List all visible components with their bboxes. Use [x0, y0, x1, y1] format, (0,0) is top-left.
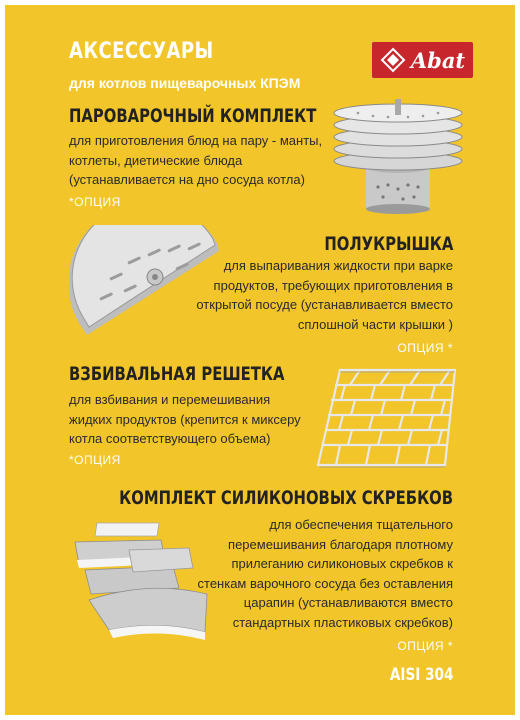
- section-heading-half-lid: ПОЛУКРЫШКА: [324, 233, 453, 255]
- description-line: открытой посуде (устанавливается вместо: [196, 297, 453, 312]
- description-line: котла соответствующего объема): [69, 431, 271, 446]
- logo-text: Abat: [410, 47, 466, 73]
- page-subtitle: для котлов пищеварочных КПЭМ: [69, 75, 301, 91]
- description-line: (устанавливается на дно сосуда котла): [69, 172, 305, 187]
- description-line: для выпаривания жидкости при варке: [223, 258, 453, 273]
- abat-logo: [372, 42, 473, 78]
- section-description-scrapers: [198, 515, 453, 632]
- description-line: прилеганию силиконовых скребков к: [231, 556, 453, 571]
- description-line: перемешивания благодаря плотному: [228, 536, 453, 552]
- option-label-scrapers: ОПЦИЯ *: [397, 639, 453, 653]
- section-heading-scrapers: КОМПЛЕКТ СИЛИКОНОВЫХ СКРЕБКОВ: [119, 487, 453, 509]
- abat-emblem-icon: [380, 47, 406, 73]
- silicone-scrapers-image: [69, 520, 219, 645]
- description-line: стандартных пластиковых скребков): [232, 614, 453, 630]
- option-label-half-lid: ОПЦИЯ *: [397, 341, 453, 355]
- option-label-steamer: *ОПЦИЯ: [69, 195, 121, 209]
- description-line: для приготовления блюд на пару - манты,: [69, 133, 323, 148]
- brochure-page: [5, 5, 515, 715]
- section-heading-whipping-grid: ВЗБИВАЛЬНАЯ РЕШЕТКА: [69, 363, 285, 385]
- material-label: AISI 304: [389, 665, 453, 685]
- description-line: для взбивания и перемешивания: [69, 392, 271, 407]
- page-title: АКСЕССУАРЫ: [69, 39, 214, 64]
- description-line: продуктов, требующих приготовления в: [213, 277, 453, 293]
- description-line: стенкам варочного сосуда без оставления: [197, 575, 453, 591]
- description-line: котлеты, диетические блюда: [69, 152, 243, 168]
- description-line: для обеспечения тщательного: [269, 517, 453, 532]
- description-line: жидких продуктов (крепится к миксеру: [69, 411, 301, 427]
- section-description-whipping-grid: [69, 390, 301, 449]
- section-heading-steamer: ПАРОВАРОЧНЫЙ КОМПЛЕКТ: [69, 105, 317, 127]
- steamer-set-image: [328, 97, 468, 215]
- section-description-half-lid: [196, 256, 453, 334]
- option-label-whipping-grid: *ОПЦИЯ: [69, 453, 121, 467]
- section-description-steamer: [69, 131, 322, 190]
- description-line: царапин (устанавливаются вместо: [243, 595, 453, 610]
- description-line: сплошной части крышки ): [297, 316, 453, 332]
- whipping-grid-image: [310, 365, 460, 475]
